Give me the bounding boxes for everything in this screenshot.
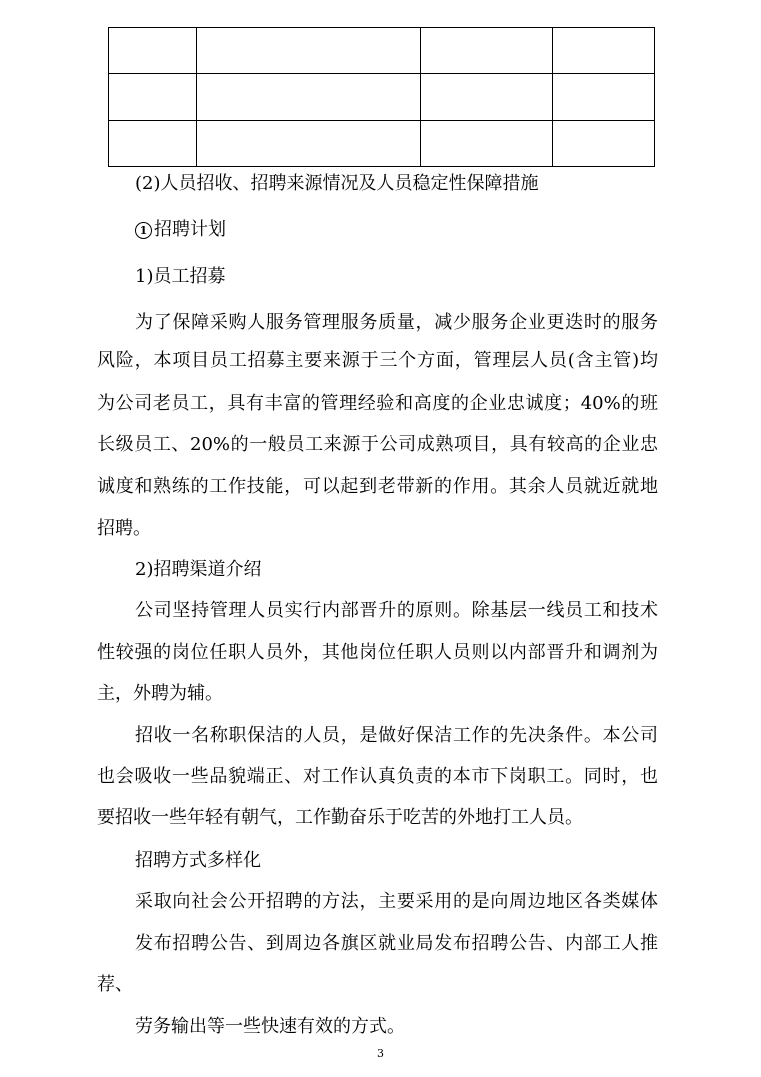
- circled-number-icon: 1: [135, 222, 152, 239]
- table-cell: [109, 28, 197, 74]
- table-row: [109, 74, 655, 121]
- table-cell: [421, 121, 553, 167]
- paragraph-line: 采取向社会公开招聘的方法，主要采用的是向周边地区各类媒体: [135, 891, 658, 912]
- paragraph-line: 性较强的岗位任职人员外，其他岗位任职人员则以内部晋升和调剂为: [97, 642, 658, 663]
- paragraph-line: 长级员工、20%的一般员工来源于公司成熟项目，具有较高的企业忠: [97, 434, 658, 455]
- table-cell: [421, 74, 553, 121]
- table-cell: [197, 121, 421, 167]
- table-row: [109, 121, 655, 167]
- table-cell: [421, 28, 553, 74]
- section-heading: (2)人员招收、招聘来源情况及人员稳定性保障措施: [135, 173, 539, 194]
- item-title-recruitment: 1)员工招募: [135, 266, 226, 287]
- table-cell: [553, 121, 655, 167]
- paragraph-line: 也会吸收一些品貌端正、对工作认真负责的本市下岗职工。同时，也: [97, 766, 658, 787]
- paragraph-line: 要招收一些年轻有朝气，工作勤奋乐于吃苦的外地打工人员。: [97, 807, 583, 828]
- page-number: 3: [377, 1047, 384, 1060]
- paragraph-line: 发布招聘公告、到周边各旗区就业局发布招聘公告、内部工人推: [135, 933, 658, 954]
- paragraph-line: 诚度和熟练的工作技能，可以起到老带新的作用。其余人员就近就地: [97, 476, 658, 497]
- table-cell: [197, 74, 421, 121]
- table-row: [109, 28, 655, 74]
- paragraph-line: 为了保障采购人服务管理服务质量，减少服务企业更迭时的服务: [135, 312, 658, 333]
- item-title-methods: 招聘方式多样化: [135, 850, 261, 871]
- paragraph-line: 为公司老员工，具有丰富的管理经验和高度的企业忠诚度；40%的班: [97, 393, 658, 414]
- item-title-channels: 2)招聘渠道介绍: [135, 559, 262, 580]
- table-cell: [109, 121, 197, 167]
- paragraph-line: 招聘。: [97, 518, 151, 539]
- table-cell: [197, 28, 421, 74]
- sub-heading: [135, 218, 226, 242]
- table-cell: [109, 74, 197, 121]
- paragraph-line: 公司坚持管理人员实行内部晋升的原则。除基层一线员工和技术: [135, 600, 658, 621]
- paragraph-line: 招收一名称职保洁的人员，是做好保洁工作的先决条件。本公司: [135, 725, 658, 746]
- paragraph-line: 荐、: [97, 974, 133, 995]
- table-cell: [553, 28, 655, 74]
- paragraph-line: 主，外聘为辅。: [97, 683, 223, 704]
- paragraph-line: 风险，本项目员工招募主要来源于三个方面，管理层人员(含主管)均: [97, 350, 658, 371]
- sub-heading-text: 招聘计划: [154, 219, 226, 240]
- table-cell: [553, 74, 655, 121]
- paragraph-line: 劳务输出等一些快速有效的方式。: [135, 1016, 405, 1037]
- empty-table: [108, 27, 655, 167]
